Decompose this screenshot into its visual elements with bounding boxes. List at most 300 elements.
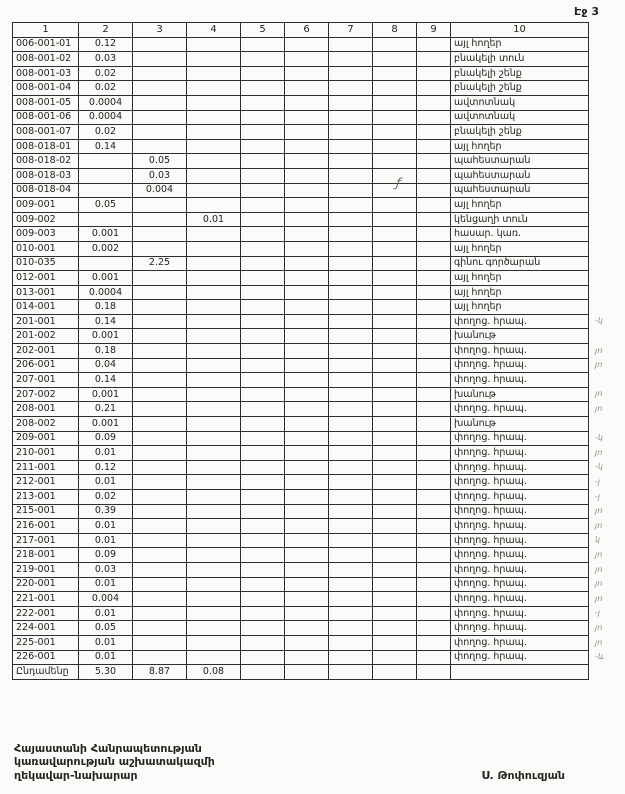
- cell-col2: 0.02: [79, 66, 133, 81]
- total-cell-col3: 8.87: [133, 665, 187, 680]
- cell-col1: 008-001-03: [13, 66, 79, 81]
- cell-col8: [373, 110, 417, 125]
- cell-col5: [241, 344, 285, 359]
- cell-col8: [373, 52, 417, 67]
- cell-col4: [187, 37, 241, 52]
- cell-col10: բնակելի շենք: [451, 125, 589, 140]
- cell-col10: փողոց. հրապ.: [451, 606, 589, 621]
- cell-col1: 010-035: [13, 256, 79, 271]
- cell-col2: [79, 256, 133, 271]
- cell-col3: [133, 402, 187, 417]
- land-register-table: [12, 22, 613, 680]
- handwritten-margin-mark: -յ: [595, 477, 601, 486]
- column-header-9: 9: [417, 23, 451, 38]
- cell-col5: [241, 227, 285, 242]
- cell-col3: [133, 446, 187, 461]
- cell-col2: 0.02: [79, 125, 133, 140]
- cell-col10: փողոց. հրապ.: [451, 519, 589, 534]
- table-row: [13, 154, 613, 169]
- total-cell-col1: Ընդամենը: [13, 665, 79, 680]
- cell-col8: [373, 285, 417, 300]
- cell-col6: [285, 402, 329, 417]
- cell-col3: [133, 475, 187, 490]
- cell-col5: [241, 387, 285, 402]
- cell-col6: [285, 635, 329, 650]
- cell-col8: [373, 271, 417, 286]
- cell-col8: [373, 446, 417, 461]
- cell-col2: 0.14: [79, 373, 133, 388]
- cell-col6: [285, 198, 329, 213]
- cell-col1: 221-001: [13, 592, 79, 607]
- table-row: [13, 490, 613, 505]
- cell-col6: [285, 358, 329, 373]
- table-row: [13, 285, 613, 300]
- table-body: [13, 37, 613, 679]
- cell-col1: 222-001: [13, 606, 79, 621]
- cell-col8: [373, 475, 417, 490]
- column-header-8: 8: [373, 23, 417, 38]
- cell-col9: [417, 504, 451, 519]
- handwritten-margin-mark: կ: [595, 535, 601, 545]
- total-cell-col6: [285, 665, 329, 680]
- cell-col10: փողոց. հրապ.: [451, 533, 589, 548]
- cell-col6: [285, 533, 329, 548]
- cell-col7: [329, 417, 373, 432]
- cell-col10: ավտոտնակ: [451, 95, 589, 110]
- table-row: [13, 417, 613, 432]
- cell-col7: [329, 300, 373, 315]
- cell-col3: [133, 650, 187, 665]
- cell-col6: [285, 300, 329, 315]
- cell-col6: [285, 431, 329, 446]
- cell-col2: 0.21: [79, 402, 133, 417]
- cell-col9: [417, 490, 451, 505]
- cell-col8: [373, 606, 417, 621]
- margin-spacer: [589, 23, 613, 38]
- cell-col1: 012-001: [13, 271, 79, 286]
- cell-col9: [417, 387, 451, 402]
- cell-col4: [187, 139, 241, 154]
- cell-col1: 014-001: [13, 300, 79, 315]
- column-header-4: 4: [187, 23, 241, 38]
- table-row: [13, 300, 613, 315]
- table-header: [13, 23, 613, 38]
- cell-col1: 226-001: [13, 650, 79, 665]
- cell-col2: 0.01: [79, 577, 133, 592]
- page-number: Էջ 3: [574, 5, 599, 18]
- cell-col7: [329, 621, 373, 636]
- cell-col5: [241, 373, 285, 388]
- cell-col7: [329, 577, 373, 592]
- handwritten-margin-mark: [589, 271, 613, 286]
- cell-col9: [417, 417, 451, 432]
- cell-col4: [187, 344, 241, 359]
- cell-col7: [329, 329, 373, 344]
- cell-col1: 008-001-05: [13, 95, 79, 110]
- cell-col4: [187, 606, 241, 621]
- cell-col2: 0.001: [79, 329, 133, 344]
- cell-col6: [285, 212, 329, 227]
- total-cell-col10: [451, 665, 589, 680]
- cell-col8: [373, 373, 417, 388]
- cell-col6: [285, 329, 329, 344]
- footer-line-3: ղեկավար-նախարար: [14, 768, 138, 782]
- cell-col10: կենցաղի տուն: [451, 212, 589, 227]
- cell-col4: [187, 314, 241, 329]
- table-row: [13, 402, 613, 417]
- cell-col2: 0.001: [79, 227, 133, 242]
- cell-col3: [133, 271, 187, 286]
- cell-col6: [285, 52, 329, 67]
- cell-col9: [417, 285, 451, 300]
- cell-col7: [329, 183, 373, 198]
- cell-col9: [417, 81, 451, 96]
- handwritten-margin-mark: [589, 81, 613, 96]
- cell-col3: [133, 606, 187, 621]
- cell-col8: [373, 592, 417, 607]
- cell-col1: 211-001: [13, 460, 79, 475]
- cell-col3: [133, 37, 187, 52]
- cell-col2: 0.0004: [79, 285, 133, 300]
- cell-col10: այլ հողեր: [451, 271, 589, 286]
- cell-col1: 009-002: [13, 212, 79, 227]
- cell-col8: [373, 621, 417, 636]
- table-row: [13, 431, 613, 446]
- cell-col8: [373, 387, 417, 402]
- cell-col3: [133, 66, 187, 81]
- cell-col2: 0.39: [79, 504, 133, 519]
- cell-col4: [187, 66, 241, 81]
- table-row: [13, 635, 613, 650]
- cell-col4: [187, 475, 241, 490]
- cell-col6: [285, 475, 329, 490]
- table-row: [13, 650, 613, 665]
- cell-col10: փողոց. հրապ.: [451, 358, 589, 373]
- cell-col9: [417, 168, 451, 183]
- cell-col2: 0.01: [79, 446, 133, 461]
- handwritten-margin-mark: [589, 212, 613, 227]
- cell-col5: [241, 475, 285, 490]
- cell-col9: [417, 125, 451, 140]
- cell-col2: 0.01: [79, 635, 133, 650]
- cell-col10: փողոց. հրապ.: [451, 373, 589, 388]
- cell-col9: [417, 300, 451, 315]
- cell-col2: 0.03: [79, 52, 133, 67]
- table-row: [13, 314, 613, 329]
- cell-col1: 225-001: [13, 635, 79, 650]
- cell-col10: խանութ: [451, 329, 589, 344]
- cell-col7: [329, 606, 373, 621]
- cell-col8: [373, 329, 417, 344]
- cell-col1: 216-001: [13, 519, 79, 534]
- column-header-2: 2: [79, 23, 133, 38]
- cell-col5: [241, 183, 285, 198]
- cell-col10: այլ հողեր: [451, 300, 589, 315]
- cell-col10: պահեստարան: [451, 154, 589, 169]
- cell-col8: [373, 95, 417, 110]
- cell-col3: [133, 110, 187, 125]
- cell-col10: այլ հողեր: [451, 139, 589, 154]
- cell-col10: փողոց. հրապ.: [451, 650, 589, 665]
- cell-col3: 0.03: [133, 168, 187, 183]
- cell-col7: [329, 431, 373, 446]
- cell-col7: [329, 66, 373, 81]
- cell-col10: փողոց. հրապ.: [451, 460, 589, 475]
- signature-name: Ս. Թոփուզյան: [481, 769, 565, 782]
- cell-col5: [241, 533, 285, 548]
- cell-col9: [417, 635, 451, 650]
- cell-col1: 006-001-01: [13, 37, 79, 52]
- cell-col8: [373, 358, 417, 373]
- handwritten-margin-mark: յո: [595, 520, 603, 530]
- cell-col10: բնակելի շենք: [451, 81, 589, 96]
- cell-col10: պահեստարան: [451, 168, 589, 183]
- cell-col2: 0.01: [79, 606, 133, 621]
- cell-col1: 009-003: [13, 227, 79, 242]
- total-cell-col5: [241, 665, 285, 680]
- cell-col7: [329, 241, 373, 256]
- cell-col4: [187, 271, 241, 286]
- cell-col7: [329, 373, 373, 388]
- cell-col5: [241, 562, 285, 577]
- table-row: [13, 373, 613, 388]
- cell-col4: [187, 329, 241, 344]
- cell-col4: [187, 460, 241, 475]
- cell-col5: [241, 212, 285, 227]
- cell-col9: [417, 592, 451, 607]
- cell-col8: [373, 198, 417, 213]
- total-cell-col4: 0.08: [187, 665, 241, 680]
- cell-col2: 0.03: [79, 562, 133, 577]
- handwritten-margin-mark: [589, 329, 613, 344]
- cell-col4: [187, 110, 241, 125]
- cell-col4: [187, 548, 241, 563]
- cell-col8: [373, 533, 417, 548]
- handwritten-margin-mark: [589, 125, 613, 140]
- cell-col7: [329, 402, 373, 417]
- cell-col4: [187, 417, 241, 432]
- cell-col5: [241, 621, 285, 636]
- column-header-6: 6: [285, 23, 329, 38]
- cell-col4: [187, 285, 241, 300]
- cell-col5: [241, 285, 285, 300]
- handwritten-margin-mark: [589, 139, 613, 154]
- cell-col2: 0.01: [79, 650, 133, 665]
- cell-col2: 0.04: [79, 358, 133, 373]
- cell-col8: [373, 548, 417, 563]
- handwritten-margin-mark: յո: [595, 564, 603, 574]
- cell-col10: փողոց. հրապ.: [451, 431, 589, 446]
- cell-col6: [285, 154, 329, 169]
- cell-col4: [187, 621, 241, 636]
- cell-col8: [373, 125, 417, 140]
- cell-col5: [241, 125, 285, 140]
- handwritten-margin-mark: [589, 52, 613, 67]
- cell-col2: [79, 212, 133, 227]
- cell-col10: այլ հողեր: [451, 37, 589, 52]
- cell-col1: 013-001: [13, 285, 79, 300]
- table-row: [13, 533, 613, 548]
- cell-col2: 0.02: [79, 490, 133, 505]
- handwritten-margin-mark: -կ: [595, 316, 603, 326]
- handwritten-margin-mark: -և: [595, 652, 605, 662]
- cell-col7: [329, 285, 373, 300]
- cell-col3: [133, 460, 187, 475]
- cell-col7: [329, 139, 373, 154]
- cell-col4: [187, 446, 241, 461]
- cell-col2: 0.001: [79, 271, 133, 286]
- cell-col7: [329, 358, 373, 373]
- cell-col5: [241, 241, 285, 256]
- cell-col9: [417, 650, 451, 665]
- cell-col4: [187, 241, 241, 256]
- cell-col5: [241, 81, 285, 96]
- cell-col4: [187, 125, 241, 140]
- cell-col6: [285, 125, 329, 140]
- cell-col3: [133, 519, 187, 534]
- cell-col6: [285, 592, 329, 607]
- cell-col9: [417, 52, 451, 67]
- cell-col1: 209-001: [13, 431, 79, 446]
- cell-col5: [241, 168, 285, 183]
- cell-col3: [133, 314, 187, 329]
- cell-col4: [187, 95, 241, 110]
- total-cell-col7: [329, 665, 373, 680]
- cell-col4: [187, 577, 241, 592]
- cell-col2: 0.18: [79, 344, 133, 359]
- cell-col10: խանութ: [451, 417, 589, 432]
- handwritten-margin-mark: յո: [595, 404, 603, 414]
- cell-col1: 215-001: [13, 504, 79, 519]
- cell-col2: 0.12: [79, 37, 133, 52]
- cell-col9: [417, 66, 451, 81]
- cell-col5: [241, 95, 285, 110]
- cell-col8: [373, 168, 417, 183]
- table-row: [13, 329, 613, 344]
- table-row: [13, 95, 613, 110]
- cell-col7: [329, 37, 373, 52]
- cell-col4: [187, 635, 241, 650]
- cell-col5: [241, 110, 285, 125]
- cell-col3: [133, 198, 187, 213]
- handwritten-margin-mark: [589, 37, 613, 52]
- handwritten-margin-mark: [589, 417, 613, 432]
- cell-col9: [417, 446, 451, 461]
- cell-col9: [417, 37, 451, 52]
- cell-col10: փողոց. հրապ.: [451, 475, 589, 490]
- cell-col2: 0.01: [79, 519, 133, 534]
- cell-col5: [241, 490, 285, 505]
- cell-col8: [373, 37, 417, 52]
- cell-col10: փողոց. հրապ.: [451, 548, 589, 563]
- cell-col7: [329, 168, 373, 183]
- cell-col4: [187, 183, 241, 198]
- cell-col1: 008-001-07: [13, 125, 79, 140]
- cell-col7: [329, 271, 373, 286]
- cell-col9: [417, 198, 451, 213]
- cell-col6: [285, 490, 329, 505]
- handwritten-margin-mark: [589, 110, 613, 125]
- cell-col9: [417, 519, 451, 534]
- table-row: [13, 475, 613, 490]
- handwritten-margin-mark: [589, 198, 613, 213]
- cell-col7: [329, 387, 373, 402]
- cell-col1: 207-001: [13, 373, 79, 388]
- cell-col6: [285, 504, 329, 519]
- cell-col3: 0.05: [133, 154, 187, 169]
- cell-col8: [373, 212, 417, 227]
- cell-col10: պահեստարան: [451, 183, 589, 198]
- cell-col6: [285, 227, 329, 242]
- cell-col4: [187, 300, 241, 315]
- table-row: [13, 621, 613, 636]
- table-row: [13, 387, 613, 402]
- cell-col6: [285, 519, 329, 534]
- cell-col1: 201-002: [13, 329, 79, 344]
- cell-col7: [329, 125, 373, 140]
- total-cell-col9: [417, 665, 451, 680]
- handwritten-margin-mark: յո: [595, 389, 603, 399]
- cell-col6: [285, 110, 329, 125]
- cell-col7: [329, 212, 373, 227]
- cell-col10: ավտոտնակ: [451, 110, 589, 125]
- cell-col1: 009-001: [13, 198, 79, 213]
- handwritten-margin-mark: յո: [595, 549, 603, 559]
- cell-col6: [285, 241, 329, 256]
- cell-col7: [329, 446, 373, 461]
- cell-col8: [373, 314, 417, 329]
- cell-col7: [329, 504, 373, 519]
- cell-col6: [285, 139, 329, 154]
- cell-col5: [241, 314, 285, 329]
- cell-col8: [373, 154, 417, 169]
- cell-col8: [373, 519, 417, 534]
- cell-col1: 008-018-02: [13, 154, 79, 169]
- cell-col1: 008-001-02: [13, 52, 79, 67]
- table-row: [13, 183, 613, 198]
- cell-col2: 0.002: [79, 241, 133, 256]
- cell-col6: [285, 344, 329, 359]
- table-row: [13, 227, 613, 242]
- cell-col6: [285, 81, 329, 96]
- cell-col4: [187, 402, 241, 417]
- cell-col6: [285, 66, 329, 81]
- cell-col6: [285, 387, 329, 402]
- handwritten-margin-mark: յո: [595, 506, 603, 516]
- cell-col5: [241, 198, 285, 213]
- cell-col9: [417, 460, 451, 475]
- cell-col1: 213-001: [13, 490, 79, 505]
- cell-col10: այլ հողեր: [451, 241, 589, 256]
- cell-col7: [329, 592, 373, 607]
- cell-col4: [187, 490, 241, 505]
- handwritten-margin-mark: յո: [595, 447, 603, 457]
- cell-col1: 008-018-04: [13, 183, 79, 198]
- cell-col1: 008-018-03: [13, 168, 79, 183]
- cell-col5: [241, 271, 285, 286]
- cell-col1: 219-001: [13, 562, 79, 577]
- cell-col8: [373, 66, 417, 81]
- handwritten-margin-mark: յո: [595, 360, 603, 370]
- cell-col3: [133, 329, 187, 344]
- cell-col3: [133, 300, 187, 315]
- cell-col9: [417, 154, 451, 169]
- handwritten-margin-mark: -յ: [595, 491, 601, 501]
- cell-col5: [241, 66, 285, 81]
- cell-col4: [187, 562, 241, 577]
- cell-col2: 0.01: [79, 533, 133, 548]
- handwritten-stray-mark: ƒ: [394, 175, 402, 192]
